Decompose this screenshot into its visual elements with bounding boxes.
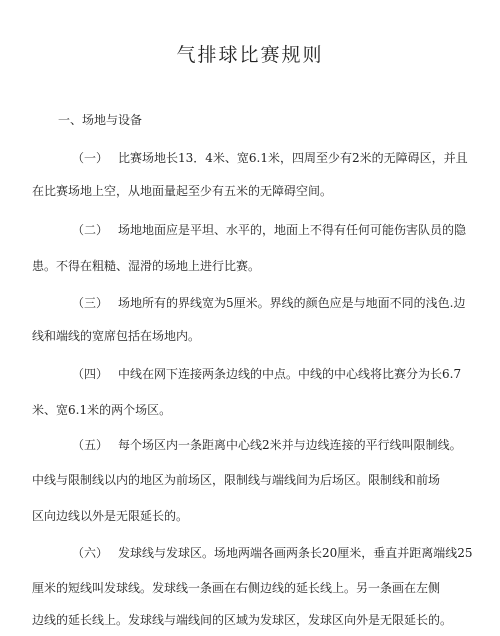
paragraph-5-number: （五）: [72, 438, 109, 452]
paragraph-2-number: （二）: [72, 223, 109, 237]
paragraph-6-number: （六）: [72, 546, 109, 560]
paragraph-5-line-3: 区向边线以外是无限延长的。: [32, 509, 189, 523]
paragraph-3-number: （三）: [72, 296, 109, 310]
paragraph-6-line-3: 边线的延长线上。发球线与端线间的区域为发球区，发球区向外是无限延长的。: [32, 613, 453, 627]
paragraph-1-first-line: [72, 150, 468, 166]
section-heading: 一、场地与设备: [58, 113, 143, 127]
paragraph-1-number: （一）: [72, 151, 109, 165]
document-title: 气排球比赛规则: [176, 44, 324, 66]
paragraph-3-first-line: [72, 295, 465, 311]
paragraph-2-text: 场地地面应是平坦、水平的，地面上不得有任何可能伤害队员的隐: [118, 223, 467, 237]
paragraph-4-text: 中线在网下连接两条边线的中点。中线的中心线将比赛分为长6.7: [118, 367, 462, 381]
paragraph-1-line-2: 在比赛场地上空，从地面量起至少有五米的无障碍空间。: [32, 184, 333, 198]
paragraph-6-line-2: 厘米的短线叫发球线。发球线一条画在右侧边线的延长线上。另一条画在左侧: [32, 581, 441, 595]
paragraph-1-text: 比赛场地长13．4米、宽6.1米，四周至少有2米的无障碍区，并且: [118, 151, 468, 165]
paragraph-4-first-line: [72, 366, 461, 382]
paragraph-3-text: 场地所有的界线宽为5厘米。界线的颜色应是与地面不同的浅色.边: [118, 296, 466, 310]
paragraph-5-line-2: 中线与限制线以内的地区为前场区，限制线与端线间为后场区。限制线和前场: [32, 473, 441, 487]
paragraph-5-first-line: [72, 437, 462, 453]
paragraph-2-line-2: 患。不得在粗糙、湿滑的场地上进行比赛。: [32, 259, 261, 273]
paragraph-2-first-line: [72, 222, 466, 238]
paragraph-4-line-2: 米、宽6.1米的两个场区。: [32, 403, 172, 417]
paragraph-3-line-2: 线和端线的宽席包括在场地内。: [32, 329, 201, 343]
paragraph-4-number: （四）: [72, 367, 109, 381]
paragraph-6-text: 发球线与发球区。场地两端各画两条长20厘米，垂直并距离端线25: [118, 546, 473, 560]
paragraph-6-first-line: [72, 545, 473, 561]
paragraph-5-text: 每个场区内一条距离中心线2米并与边线连接的平行线叫限制线。: [118, 438, 462, 452]
